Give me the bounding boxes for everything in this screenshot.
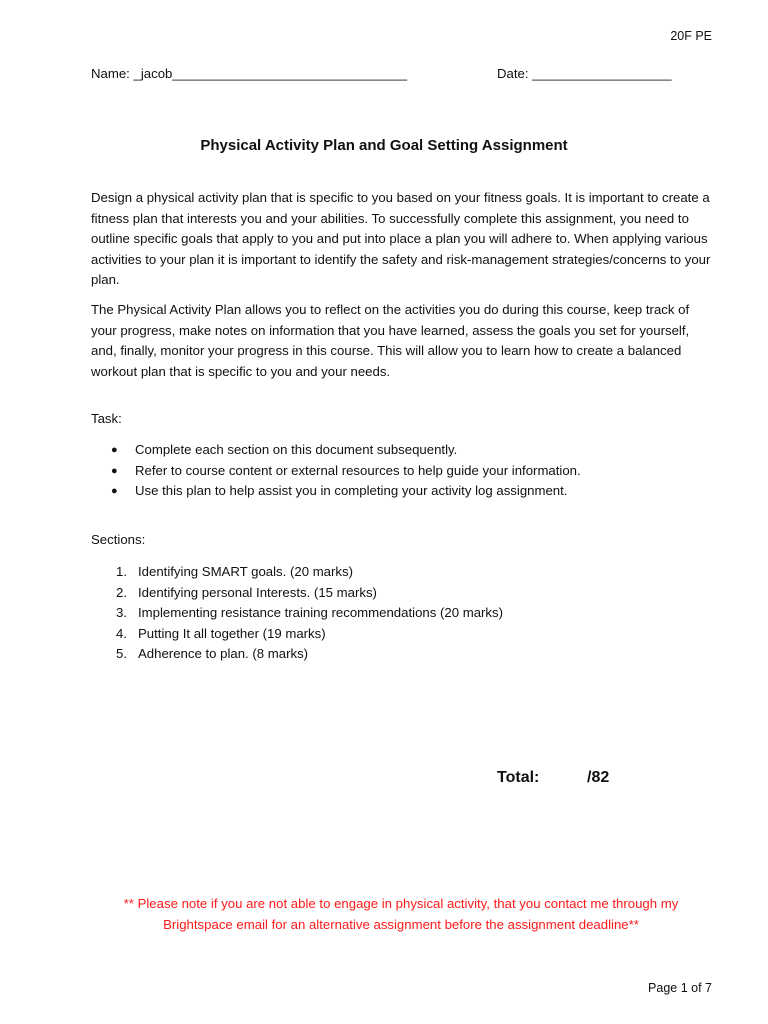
task-list [111, 440, 581, 502]
section-item [116, 624, 503, 645]
task-item-text: Use this plan to help assist you in completing your activity log assignment. [135, 483, 568, 499]
section-text: Identifying SMART goals. (20 marks) [138, 564, 353, 579]
task-item [111, 461, 581, 482]
physical-activity-note: ** Please note if you are not able to engage in physical activity, that you contact me through my Brightspace email for an alternative assignment before the assignment deadline** [123, 896, 679, 932]
section-item [116, 603, 503, 624]
section-item [116, 644, 503, 665]
task-item-text: Refer to course content or external resources to help guide your information. [135, 462, 581, 478]
date-field: Date: ___________________ [497, 66, 672, 81]
description-paragraph: The Physical Activity Plan allows you to reflect on the activities you do during this course, keep track of your progress, make notes on information that you have learned, assess the goals you set for yourself, and, finally, monitor your progress in this course. This will allow you to learn how to create a balanced workout plan that is specific to you and your needs. [91, 302, 690, 379]
sections-label: Sections: [91, 532, 146, 547]
total-value: /82 [587, 769, 610, 786]
intro-paragraph: Design a physical activity plan that is specific to you based on your fitness goals. It is important to create a fitness plan that interests you and your abilities. To successfully complete this assignment, you need to outline specific goals that apply to you and put into place a plan you will adhere to. When applying various activities to your plan it is important to identify the safety and risk-management strategies/concerns to your plan. [91, 190, 711, 288]
task-item-text: Complete each section on this document subsequently. [135, 442, 458, 457]
bullet-icon: ● [111, 444, 118, 456]
section-text: Adherence to plan. (8 marks) [138, 646, 309, 661]
section-number: 4. [116, 625, 127, 641]
task-item [111, 440, 581, 461]
total-label: Total: [497, 769, 540, 786]
section-number: 1. [116, 564, 127, 579]
bullet-icon: ● [111, 464, 118, 477]
section-text: Identifying personal Interests. (15 marks) [138, 584, 377, 600]
task-label: Task: [91, 411, 122, 426]
page-indicator: Page 1 of 7 [648, 981, 712, 995]
course-code: 20F PE [670, 29, 712, 43]
section-item [116, 583, 503, 604]
sections-list [116, 562, 503, 665]
task-item [111, 481, 581, 502]
section-text: Implementing resistance training recommendations (20 marks) [138, 605, 504, 620]
section-item [116, 562, 503, 583]
document-title: Physical Activity Plan and Goal Setting Assignment [200, 137, 568, 154]
section-text: Putting It all together (19 marks) [138, 625, 326, 641]
section-number: 2. [116, 584, 127, 600]
section-number: 5. [116, 646, 127, 661]
bullet-icon: ● [111, 485, 118, 498]
section-number: 3. [116, 605, 127, 620]
name-field: Name: _jacob________________________________ [91, 66, 408, 81]
